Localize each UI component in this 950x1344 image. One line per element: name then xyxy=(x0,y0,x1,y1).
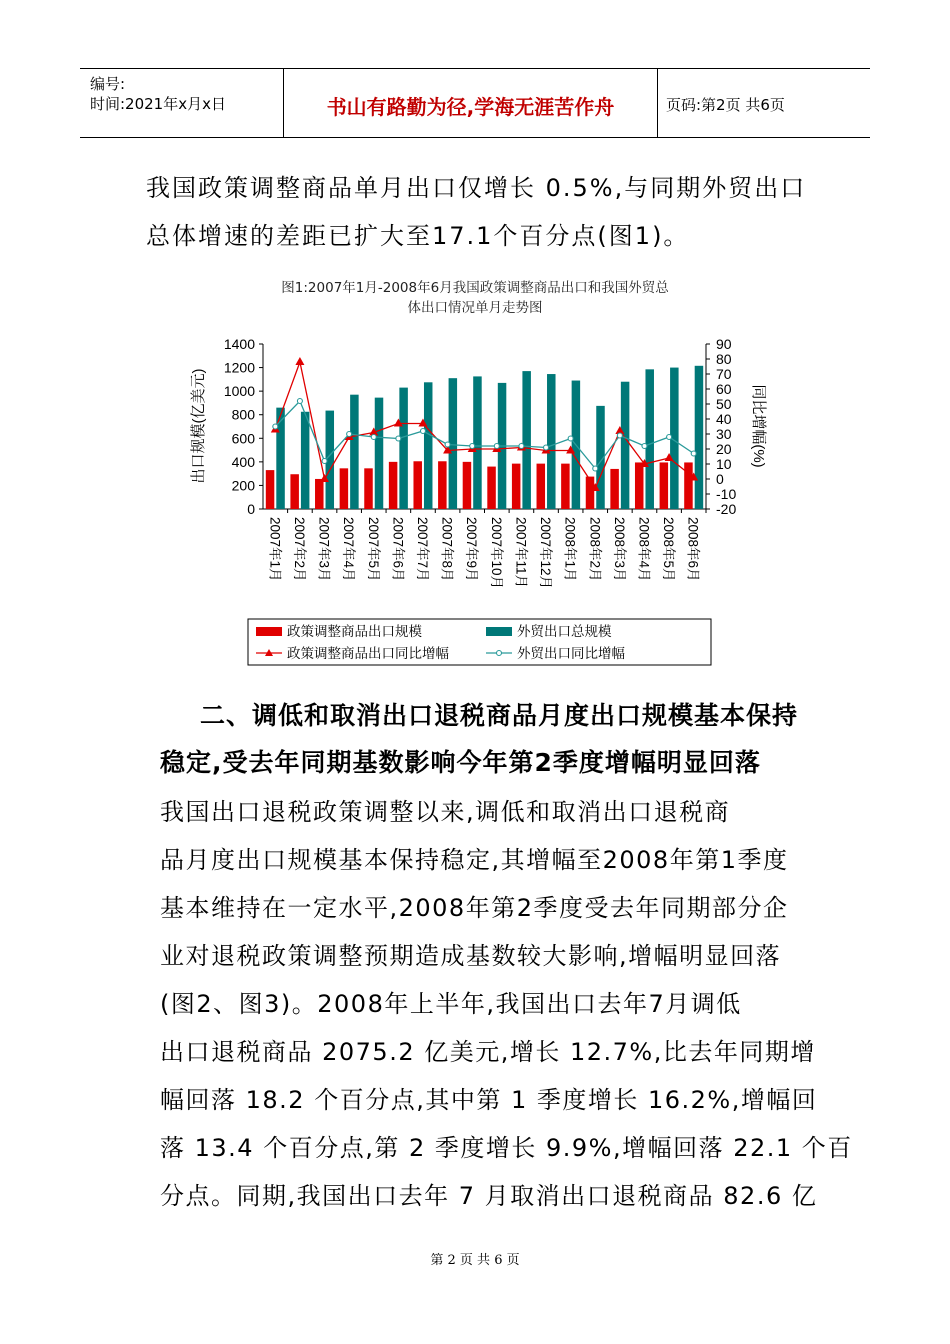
x-tick-label: 2007年6月 xyxy=(390,517,406,582)
x-tick-label: 2008年6月 xyxy=(685,517,701,582)
point-total-growth xyxy=(544,445,549,450)
bar-policy-export xyxy=(660,462,669,509)
y2-tick-label: 10 xyxy=(716,456,732,472)
line-total-growth xyxy=(275,401,693,469)
bar-total-export xyxy=(473,376,482,509)
x-tick-label: 2007年1月 xyxy=(267,517,283,582)
x-tick-label: 2007年12月 xyxy=(538,517,554,590)
body-line-4: 业对退税政策调整预期造成基数较大影响,增幅明显回落 xyxy=(160,942,782,970)
x-tick-label: 2008年5月 xyxy=(661,517,677,582)
legend-label-total-bar: 外贸出口总规模 xyxy=(517,624,612,639)
page-header xyxy=(80,68,870,138)
x-tick-label: 2008年1月 xyxy=(562,517,578,582)
point-total-growth xyxy=(297,399,302,404)
body-line-3: 基本维持在一定水平,2008年第2季度受去年同期部分企 xyxy=(160,894,789,922)
bar-total-export xyxy=(695,366,704,509)
y-tick-label: 800 xyxy=(231,406,255,423)
y2-tick-label: 40 xyxy=(716,411,732,427)
y-tick-label: 200 xyxy=(231,477,255,494)
point-total-growth xyxy=(322,459,327,464)
bar-total-export xyxy=(547,374,556,509)
x-tick-label: 2007年2月 xyxy=(291,517,307,582)
y-axis-label: 出口规模(亿美元) xyxy=(190,368,207,484)
bar-policy-export xyxy=(290,474,299,509)
bar-policy-export xyxy=(438,461,447,509)
bar-policy-export xyxy=(266,470,275,509)
legend-swatch-total-bar xyxy=(486,627,512,636)
body-line-1: 我国出口退税政策调整以来,调低和取消出口退税商 xyxy=(160,798,731,826)
y-tick-label: 1000 xyxy=(223,383,255,400)
legend-label-policy-bar: 政策调整商品出口规模 xyxy=(287,624,422,639)
body-line-9: 分点。同期,我国出口去年 7 月取消出口退税商品 82.6 亿 xyxy=(160,1182,818,1210)
bar-policy-export xyxy=(340,468,349,509)
bar-total-export xyxy=(399,388,408,509)
chart-caption-line-1: 图1:2007年1月-2008年6月我国政策调整商品出口和我国外贸总 xyxy=(281,280,669,296)
y-tick-label: 400 xyxy=(231,453,255,470)
bar-total-export xyxy=(621,382,630,509)
x-tick-label: 2007年9月 xyxy=(464,517,480,582)
bar-policy-export xyxy=(389,462,398,509)
doc-code-label: 编号: xyxy=(90,75,126,93)
point-total-growth xyxy=(396,436,401,441)
x-tick-label: 2007年7月 xyxy=(414,517,430,582)
point-total-growth xyxy=(667,435,672,440)
bar-policy-export xyxy=(487,467,496,509)
x-tick-label: 2007年3月 xyxy=(316,517,332,582)
bar-policy-export xyxy=(537,464,546,509)
body-line-8: 落 13.4 个百分点,第 2 季度增长 9.9%,增幅回落 22.1 个百 xyxy=(160,1134,853,1162)
x-tick-label: 2007年4月 xyxy=(341,517,357,582)
intro-line-2: 总体增速的差距已扩大至17.1个百分点(图1)。 xyxy=(146,222,690,250)
point-total-growth xyxy=(617,433,622,438)
point-policy-growth xyxy=(295,357,304,365)
chart-caption-line-2: 体出口情况单月走势图 xyxy=(407,300,543,316)
x-tick-label: 2008年2月 xyxy=(587,517,603,582)
doc-time-label: 时间:2021年x月x日 xyxy=(90,95,226,113)
x-tick-label: 2007年11月 xyxy=(513,517,529,589)
x-tick-label: 2007年10月 xyxy=(488,517,504,590)
point-total-growth xyxy=(273,424,278,429)
point-total-growth xyxy=(470,444,475,449)
section-heading-line-1: 二、调低和取消出口退税商品月度出口规模基本保持 xyxy=(200,701,799,730)
y2-tick-label: 20 xyxy=(716,441,732,457)
y2-tick-label: 90 xyxy=(716,336,732,352)
bar-policy-export xyxy=(635,462,644,509)
intro-line-1: 我国政策调整商品单月出口仅增长 0.5%,与同期外贸出口 xyxy=(146,174,807,202)
header-motto-cell xyxy=(284,69,658,137)
page-footer: 第 2 页 共 6 页 xyxy=(430,1253,520,1268)
body-line-6: 出口退税商品 2075.2 亿美元,增长 12.7%,比去年同期增 xyxy=(160,1038,816,1066)
header-meta-cell xyxy=(80,69,284,137)
bar-policy-export xyxy=(610,469,619,509)
y-tick-label: 600 xyxy=(231,430,255,447)
body-line-7: 幅回落 18.2 个百分点,其中第 1 季度增长 16.2%,增幅回 xyxy=(160,1086,818,1114)
y-tick-label: 1400 xyxy=(223,336,255,352)
point-total-growth xyxy=(494,444,499,449)
y-tick-label: 0 xyxy=(247,501,255,517)
body-line-5: (图2、图3)。2008年上半年,我国出口去年7月调低 xyxy=(160,990,742,1018)
bar-total-export xyxy=(645,369,654,509)
header-page-label: 页码:第2页 共6页 xyxy=(666,96,785,114)
bar-policy-export xyxy=(315,479,324,509)
y2-tick-label: 70 xyxy=(716,366,732,382)
bar-policy-export xyxy=(684,462,693,509)
point-total-growth xyxy=(691,451,696,456)
point-total-growth xyxy=(568,436,573,441)
legend-swatch-policy-bar xyxy=(256,627,282,636)
bar-total-export xyxy=(350,395,359,509)
body-line-2: 品月度出口规模基本保持稳定,其增幅至2008年第1季度 xyxy=(160,846,789,874)
y-tick-label: 1200 xyxy=(223,359,255,376)
bar-total-export xyxy=(424,382,433,509)
x-tick-label: 2008年3月 xyxy=(611,517,627,582)
bar-policy-export xyxy=(586,477,595,509)
legend-marker-total-line xyxy=(497,651,502,656)
y2-tick-label: 60 xyxy=(716,381,732,397)
x-tick-label: 2007年5月 xyxy=(365,517,381,582)
y2-tick-label: 0 xyxy=(716,471,724,487)
point-total-growth xyxy=(347,432,352,437)
bar-policy-export xyxy=(364,468,373,509)
bar-total-export xyxy=(522,371,531,509)
y2-tick-label: -10 xyxy=(716,486,737,502)
y2-tick-label: 50 xyxy=(716,396,732,412)
point-total-growth xyxy=(642,444,647,449)
header-motto: 书山有路勤为径,学海无涯苦作舟 xyxy=(326,95,615,119)
bar-policy-export xyxy=(512,464,520,509)
header-page-cell xyxy=(658,69,870,137)
line-policy-growth xyxy=(275,362,693,488)
bar-total-export xyxy=(375,398,384,509)
point-total-growth xyxy=(445,442,450,447)
x-tick-label: 2007年8月 xyxy=(439,517,455,582)
point-total-growth xyxy=(593,466,598,471)
export-trend-chart xyxy=(0,318,950,678)
bar-policy-export xyxy=(413,461,422,509)
x-tick-label: 2008年4月 xyxy=(636,517,652,582)
bar-policy-export xyxy=(561,464,570,509)
y2-tick-label: 30 xyxy=(716,426,732,442)
legend-label-policy-line: 政策调整商品出口同比增幅 xyxy=(287,646,449,661)
bar-total-export xyxy=(301,412,310,509)
point-total-growth xyxy=(420,429,425,434)
point-total-growth xyxy=(519,444,524,449)
y2-tick-label: -20 xyxy=(716,501,737,517)
y2-tick-label: 80 xyxy=(716,351,732,367)
point-total-growth xyxy=(371,435,376,440)
y2-axis-label: 同比增幅(%) xyxy=(750,384,767,468)
bar-policy-export xyxy=(463,462,472,509)
section-heading-line-2: 稳定,受去年同期基数影响今年第2季度增幅明显回落 xyxy=(160,748,761,777)
legend-label-total-line: 外贸出口同比增幅 xyxy=(517,646,625,661)
